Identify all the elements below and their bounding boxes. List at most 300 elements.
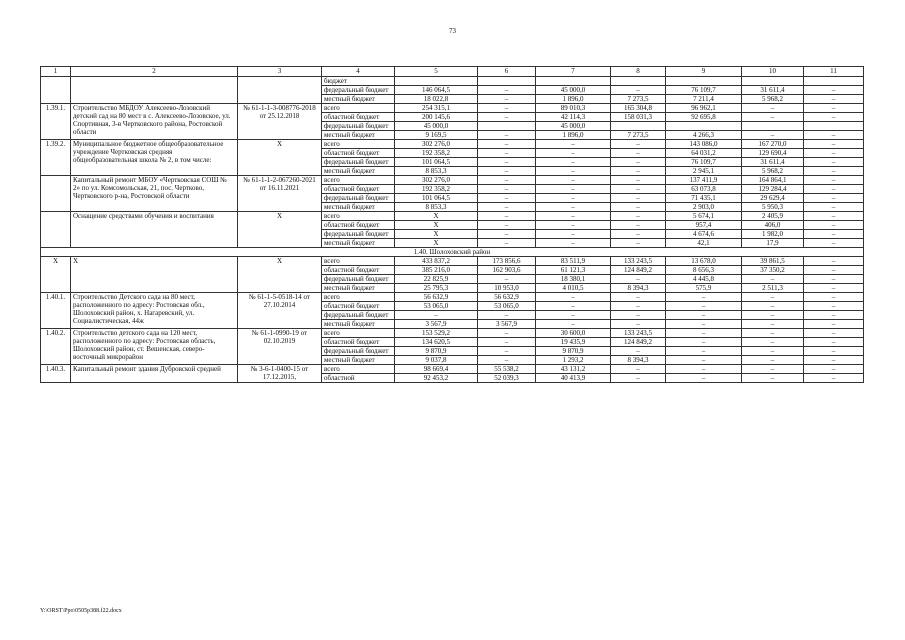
amount-cell: – xyxy=(611,176,666,185)
table-row xyxy=(41,293,864,302)
amount-cell: – xyxy=(804,293,864,302)
amount-cell: 9 169,5 xyxy=(395,131,478,140)
amount-cell: – xyxy=(804,257,864,266)
amount-cell: – xyxy=(478,221,536,230)
table-row xyxy=(41,77,864,86)
funding-source: областной бюджет xyxy=(322,149,395,158)
amount-cell: – xyxy=(611,167,666,176)
item-number: 1.39.1. xyxy=(41,104,71,140)
column-number: 9 xyxy=(666,67,742,77)
empty-cell xyxy=(71,95,238,104)
amount-cell: 164 864,1 xyxy=(742,176,804,185)
amount-cell: 5 968,2 xyxy=(742,167,804,176)
amount-cell: 133 243,5 xyxy=(611,329,666,338)
amount-cell: – xyxy=(611,347,666,356)
funding-source: местный бюджет xyxy=(322,239,395,248)
amount-cell: – xyxy=(611,86,666,95)
column-number: 11 xyxy=(804,67,864,77)
amount-cell: – xyxy=(742,374,804,383)
amount-cell: – xyxy=(611,293,666,302)
amount-cell: – xyxy=(478,104,536,113)
amount-cell: 76 109,7 xyxy=(666,158,742,167)
amount-cell: – xyxy=(804,140,864,149)
table-row xyxy=(41,140,864,149)
amount-cell: – xyxy=(742,293,804,302)
amount-cell: – xyxy=(804,212,864,221)
item-name: Капитальный ремонт МБОУ «Чертковская СОШ № 2» по ул. Комсомольская, 21, пос. Чертково, Чертковского р-на, Ростовской области xyxy=(71,176,238,212)
amount-cell: 92 453,2 xyxy=(395,374,478,383)
amount-cell: – xyxy=(804,275,864,284)
amount-cell: – xyxy=(804,230,864,239)
amount-cell: 192 358,2 xyxy=(395,185,478,194)
amount-cell: – xyxy=(611,221,666,230)
item-name: Капитальный ремонт здания Дубровской средней xyxy=(71,365,238,383)
amount-cell: – xyxy=(666,374,742,383)
funding-source: местный бюджет xyxy=(322,167,395,176)
amount-cell: – xyxy=(804,239,864,248)
amount-cell: 17,9 xyxy=(742,239,804,248)
funding-source: областной бюджет xyxy=(322,221,395,230)
amount-cell: – xyxy=(804,356,864,365)
amount-cell: 575,9 xyxy=(666,284,742,293)
amount-cell: 1 896,0 xyxy=(536,95,611,104)
amount-cell: – xyxy=(804,329,864,338)
table-row xyxy=(41,329,864,338)
amount-cell: – xyxy=(611,149,666,158)
amount-cell: – xyxy=(611,230,666,239)
amount-cell: – xyxy=(536,293,611,302)
item-document-ref: Х xyxy=(238,257,322,293)
item-number: 1.40.1. xyxy=(41,293,71,329)
amount-cell: – xyxy=(536,185,611,194)
amount-cell: – xyxy=(611,203,666,212)
amount-cell: 2 405,9 xyxy=(742,212,804,221)
amount-cell: 4 674,6 xyxy=(666,230,742,239)
amount-cell: 83 511,9 xyxy=(536,257,611,266)
amount-cell: – xyxy=(804,149,864,158)
amount-cell: 8 853,3 xyxy=(395,203,478,212)
amount-cell: 162 903,6 xyxy=(478,266,536,275)
amount-cell: 302 276,0 xyxy=(395,176,478,185)
amount-cell: 2 903,0 xyxy=(666,203,742,212)
amount-cell: 42 114,3 xyxy=(536,113,611,122)
amount-cell: – xyxy=(804,365,864,374)
amount-cell: 1 982,0 xyxy=(742,230,804,239)
amount-cell: 30 600,0 xyxy=(536,329,611,338)
item-number: 1.40.2. xyxy=(41,329,71,365)
column-number: 4 xyxy=(322,67,395,77)
funding-source: областной бюджет xyxy=(322,185,395,194)
item-name: Строительство детского сада на 120 мест, расположенного по адресу: Ростовская область, Шолоховский район, ст. Вешенская, северо-восточный микрорайон xyxy=(71,329,238,365)
amount-cell: – xyxy=(611,140,666,149)
funding-source: областной бюджет xyxy=(322,266,395,275)
amount-cell: – xyxy=(666,329,742,338)
amount-cell xyxy=(804,77,864,86)
table-row xyxy=(41,86,864,95)
funding-source: всего xyxy=(322,176,395,185)
column-number: 2 xyxy=(71,67,238,77)
amount-cell xyxy=(478,77,536,86)
amount-cell: – xyxy=(478,140,536,149)
amount-cell: 29 629,4 xyxy=(742,194,804,203)
amount-cell: – xyxy=(536,176,611,185)
amount-cell: – xyxy=(804,338,864,347)
funding-source: всего xyxy=(322,140,395,149)
amount-cell: 42,1 xyxy=(666,239,742,248)
amount-cell: 10 953,0 xyxy=(478,284,536,293)
amount-cell: 200 145,6 xyxy=(395,113,478,122)
column-number: 6 xyxy=(478,67,536,77)
amount-cell: 2 945,1 xyxy=(666,167,742,176)
amount-cell: Х xyxy=(395,230,478,239)
amount-cell: – xyxy=(666,311,742,320)
amount-cell: 89 010,3 xyxy=(536,104,611,113)
item-document-ref: № 61-1-0990-19 от 02.10.2019 xyxy=(238,329,322,365)
amount-cell: 7 273,5 xyxy=(611,95,666,104)
amount-cell: 1 896,0 xyxy=(536,131,611,140)
funding-source: всего xyxy=(322,212,395,221)
amount-cell: 9 870,9 xyxy=(395,347,478,356)
amount-cell: – xyxy=(611,365,666,374)
amount-cell: 37 350,2 xyxy=(742,266,804,275)
amount-cell: 124 849,2 xyxy=(611,266,666,275)
amount-cell: – xyxy=(478,356,536,365)
amount-cell: Х xyxy=(395,239,478,248)
amount-cell: – xyxy=(611,374,666,383)
funding-source: местный бюджет xyxy=(322,284,395,293)
amount-cell: – xyxy=(804,311,864,320)
amount-cell: 143 086,0 xyxy=(666,140,742,149)
amount-cell: Х xyxy=(395,221,478,230)
amount-cell: 40 413,9 xyxy=(536,374,611,383)
amount-cell xyxy=(395,77,478,86)
funding-source: областной xyxy=(322,374,395,383)
amount-cell: 302 276,0 xyxy=(395,140,478,149)
column-number: 10 xyxy=(742,67,804,77)
amount-cell: – xyxy=(478,275,536,284)
amount-cell: – xyxy=(666,365,742,374)
amount-cell: – xyxy=(804,347,864,356)
amount-cell: – xyxy=(478,194,536,203)
amount-cell: – xyxy=(804,284,864,293)
amount-cell xyxy=(611,77,666,86)
amount-cell: – xyxy=(742,275,804,284)
amount-cell: – xyxy=(666,347,742,356)
amount-cell: – xyxy=(478,158,536,167)
amount-cell: 9 037,8 xyxy=(395,356,478,365)
amount-cell: 25 795,3 xyxy=(395,284,478,293)
funding-source: федеральный бюджет xyxy=(322,275,395,284)
item-document-ref: № 3-6-1-0400-15 от 17.12.2015, xyxy=(238,365,322,383)
amount-cell: 19 435,9 xyxy=(536,338,611,347)
amount-cell: – xyxy=(395,311,478,320)
item-number: Х xyxy=(41,257,71,293)
amount-cell: – xyxy=(804,158,864,167)
amount-cell: – xyxy=(742,356,804,365)
amount-cell: – xyxy=(478,167,536,176)
amount-cell: – xyxy=(804,131,864,140)
item-document-ref: № 61-1-5-0518-14 от 27.10.2014 xyxy=(238,293,322,329)
column-number-row xyxy=(41,67,864,77)
column-number: 7 xyxy=(536,67,611,77)
table-row xyxy=(41,176,864,185)
funding-source: всего xyxy=(322,293,395,302)
amount-cell: 167 270,0 xyxy=(742,140,804,149)
amount-cell: 76 109,7 xyxy=(666,86,742,95)
amount-cell: – xyxy=(478,329,536,338)
amount-cell: 2 511,3 xyxy=(742,284,804,293)
amount-cell: 433 837,2 xyxy=(395,257,478,266)
funding-source: федеральный бюджет xyxy=(322,230,395,239)
amount-cell: 45 000,0 xyxy=(536,86,611,95)
amount-cell: – xyxy=(804,113,864,122)
amount-cell: 192 358,2 xyxy=(395,149,478,158)
amount-cell: – xyxy=(536,311,611,320)
amount-cell: 153 529,2 xyxy=(395,329,478,338)
table-row xyxy=(41,365,864,374)
empty-cell xyxy=(41,86,71,95)
funding-source: бюджет xyxy=(322,77,395,86)
amount-cell: 8 394,3 xyxy=(611,356,666,365)
funding-source: федеральный бюджет xyxy=(322,158,395,167)
amount-cell: – xyxy=(666,338,742,347)
item-document-ref: Х xyxy=(238,140,322,176)
amount-cell: – xyxy=(666,356,742,365)
funding-source: федеральный бюджет xyxy=(322,122,395,131)
amount-cell: – xyxy=(742,104,804,113)
funding-source: всего xyxy=(322,329,395,338)
item-document-ref: № 61-1-1-2-067260-2021 от 16.11.2021 xyxy=(238,176,322,212)
amount-cell: 165 304,8 xyxy=(611,104,666,113)
amount-cell: – xyxy=(478,176,536,185)
amount-cell: – xyxy=(536,302,611,311)
amount-cell: – xyxy=(478,95,536,104)
page-number: 73 xyxy=(449,27,456,35)
amount-cell: 4 010,5 xyxy=(536,284,611,293)
amount-cell: – xyxy=(536,167,611,176)
amount-cell: 31 611,4 xyxy=(742,86,804,95)
amount-cell: – xyxy=(536,149,611,158)
funding-source: местный бюджет xyxy=(322,203,395,212)
amount-cell: 8 656,3 xyxy=(666,266,742,275)
amount-cell: – xyxy=(611,320,666,329)
amount-cell: – xyxy=(478,212,536,221)
amount-cell: 3 567,9 xyxy=(395,320,478,329)
amount-cell: – xyxy=(742,347,804,356)
amount-cell: 7 211,4 xyxy=(666,95,742,104)
budget-table xyxy=(40,66,864,383)
amount-cell: – xyxy=(478,149,536,158)
funding-source: федеральный бюджет xyxy=(322,311,395,320)
amount-cell: 56 632,9 xyxy=(395,293,478,302)
amount-cell: 61 121,3 xyxy=(536,266,611,275)
table-row xyxy=(41,212,864,221)
amount-cell: – xyxy=(804,185,864,194)
amount-cell xyxy=(742,122,804,131)
amount-cell: 31 611,4 xyxy=(742,158,804,167)
funding-source: федеральный бюджет xyxy=(322,194,395,203)
item-number xyxy=(41,176,71,212)
amount-cell: – xyxy=(804,266,864,275)
funding-source: местный бюджет xyxy=(322,356,395,365)
amount-cell: 45 000,0 xyxy=(395,122,478,131)
empty-cell xyxy=(238,86,322,95)
amount-cell: 56 632,9 xyxy=(478,293,536,302)
item-name: Строительство Детского сада на 80 мест, расположенного по адресу: Ростовская обл., Шолоховский район, х. Нагаревский, ул. Социалистическая, 44ж xyxy=(71,293,238,329)
item-name: Строительство МБДОУ Алексеево-Лозовский детский сад на 80 мест в с. Алексеево-Лозовское, ул. Спортивная, 3-в Чертковского района, Ростовской области xyxy=(71,104,238,140)
amount-cell: 5 950,3 xyxy=(742,203,804,212)
amount-cell: 8 394,3 xyxy=(611,284,666,293)
amount-cell xyxy=(611,122,666,131)
amount-cell: – xyxy=(804,221,864,230)
amount-cell: – xyxy=(536,158,611,167)
amount-cell: 22 825,9 xyxy=(395,275,478,284)
amount-cell: 13 678,0 xyxy=(666,257,742,266)
item-document-ref: № 61-1-1-3-008776-2018 от 25.12.2018 xyxy=(238,104,322,140)
amount-cell: 63 073,8 xyxy=(666,185,742,194)
amount-cell: – xyxy=(804,374,864,383)
amount-cell: – xyxy=(666,320,742,329)
amount-cell: – xyxy=(804,167,864,176)
amount-cell: 146 064,5 xyxy=(395,86,478,95)
footer-file-path: Y:\ORST\Ppo\0505p388.f22.docx xyxy=(40,608,122,614)
table-row xyxy=(41,257,864,266)
empty-cell xyxy=(238,77,322,86)
funding-source: местный бюджет xyxy=(322,131,395,140)
column-number: 3 xyxy=(238,67,322,77)
amount-cell: 5 968,2 xyxy=(742,95,804,104)
amount-cell: 92 695,8 xyxy=(666,113,742,122)
amount-cell: – xyxy=(742,338,804,347)
amount-cell: – xyxy=(804,194,864,203)
funding-source: областной бюджет xyxy=(322,113,395,122)
amount-cell: 64 031,2 xyxy=(666,149,742,158)
amount-cell: 254 315,1 xyxy=(395,104,478,113)
amount-cell: – xyxy=(536,212,611,221)
amount-cell: – xyxy=(478,131,536,140)
amount-cell: – xyxy=(611,239,666,248)
amount-cell: 957,4 xyxy=(666,221,742,230)
amount-cell: – xyxy=(478,113,536,122)
amount-cell: – xyxy=(611,185,666,194)
item-name: Оснащение средствами обучения и воспитания xyxy=(71,212,238,248)
amount-cell: 9 870,9 xyxy=(536,347,611,356)
amount-cell: 45 000,0 xyxy=(536,122,611,131)
amount-cell: – xyxy=(611,275,666,284)
empty-cell xyxy=(71,77,238,86)
funding-source: всего xyxy=(322,365,395,374)
funding-source: федеральный бюджет xyxy=(322,347,395,356)
amount-cell: 101 064,5 xyxy=(395,158,478,167)
amount-cell xyxy=(666,122,742,131)
amount-cell: – xyxy=(478,86,536,95)
amount-cell: 101 064,5 xyxy=(395,194,478,203)
column-number: 1 xyxy=(41,67,71,77)
amount-cell: 71 435,1 xyxy=(666,194,742,203)
column-number: 5 xyxy=(395,67,478,77)
empty-cell xyxy=(71,86,238,95)
table-row xyxy=(41,95,864,104)
amount-cell: – xyxy=(478,347,536,356)
empty-cell xyxy=(41,77,71,86)
amount-cell: – xyxy=(804,176,864,185)
funding-source: местный бюджет xyxy=(322,95,395,104)
amount-cell: – xyxy=(611,302,666,311)
amount-cell: – xyxy=(742,302,804,311)
amount-cell: 129 690,4 xyxy=(742,149,804,158)
amount-cell: 53 065,0 xyxy=(478,302,536,311)
amount-cell: – xyxy=(611,194,666,203)
amount-cell: 158 031,3 xyxy=(611,113,666,122)
amount-cell: – xyxy=(536,230,611,239)
amount-cell: 124 849,2 xyxy=(611,338,666,347)
amount-cell: – xyxy=(536,203,611,212)
amount-cell: 7 273,5 xyxy=(611,131,666,140)
amount-cell: Х xyxy=(395,212,478,221)
amount-cell: – xyxy=(611,311,666,320)
table-row xyxy=(41,104,864,113)
amount-cell: 3 567,9 xyxy=(478,320,536,329)
amount-cell: 1 293,2 xyxy=(536,356,611,365)
amount-cell: – xyxy=(804,86,864,95)
amount-cell: 5 674,1 xyxy=(666,212,742,221)
amount-cell: – xyxy=(742,365,804,374)
amount-cell: 53 065,0 xyxy=(395,302,478,311)
funding-source: областной бюджет xyxy=(322,302,395,311)
item-number: 1.39.2. xyxy=(41,140,71,176)
item-name: Муниципальное бюджетное общеобразовательное учреждение Чертковская средняя общеобразовательная школа № 2, в том числе: xyxy=(71,140,238,176)
amount-cell: 137 411,9 xyxy=(666,176,742,185)
amount-cell: 406,0 xyxy=(742,221,804,230)
amount-cell: 133 243,5 xyxy=(611,257,666,266)
amount-cell: – xyxy=(666,293,742,302)
column-number: 8 xyxy=(611,67,666,77)
funding-source: местный бюджет xyxy=(322,320,395,329)
amount-cell: 173 856,6 xyxy=(478,257,536,266)
amount-cell: – xyxy=(804,95,864,104)
amount-cell: 4 266,3 xyxy=(666,131,742,140)
amount-cell: – xyxy=(478,239,536,248)
empty-cell xyxy=(41,95,71,104)
amount-cell xyxy=(804,122,864,131)
amount-cell: – xyxy=(536,320,611,329)
amount-cell: – xyxy=(742,329,804,338)
amount-cell: 52 039,3 xyxy=(478,374,536,383)
amount-cell: 43 131,2 xyxy=(536,365,611,374)
funding-source: всего xyxy=(322,257,395,266)
amount-cell: – xyxy=(478,185,536,194)
amount-cell xyxy=(666,77,742,86)
item-name: Х xyxy=(71,257,238,293)
amount-cell: 18 380,1 xyxy=(536,275,611,284)
amount-cell: – xyxy=(536,239,611,248)
amount-cell: – xyxy=(611,158,666,167)
amount-cell: 4 445,8 xyxy=(666,275,742,284)
funding-source: федеральный бюджет xyxy=(322,86,395,95)
amount-cell: 18 022,8 xyxy=(395,95,478,104)
amount-cell: – xyxy=(478,230,536,239)
amount-cell: 8 853,3 xyxy=(395,167,478,176)
amount-cell: – xyxy=(478,203,536,212)
amount-cell: 39 861,5 xyxy=(742,257,804,266)
amount-cell: 98 669,4 xyxy=(395,365,478,374)
amount-cell: – xyxy=(742,320,804,329)
funding-source: областной бюджет xyxy=(322,338,395,347)
funding-source: всего xyxy=(322,104,395,113)
item-number xyxy=(41,212,71,248)
item-number: 1.40.3. xyxy=(41,365,71,383)
empty-cell xyxy=(238,95,322,104)
